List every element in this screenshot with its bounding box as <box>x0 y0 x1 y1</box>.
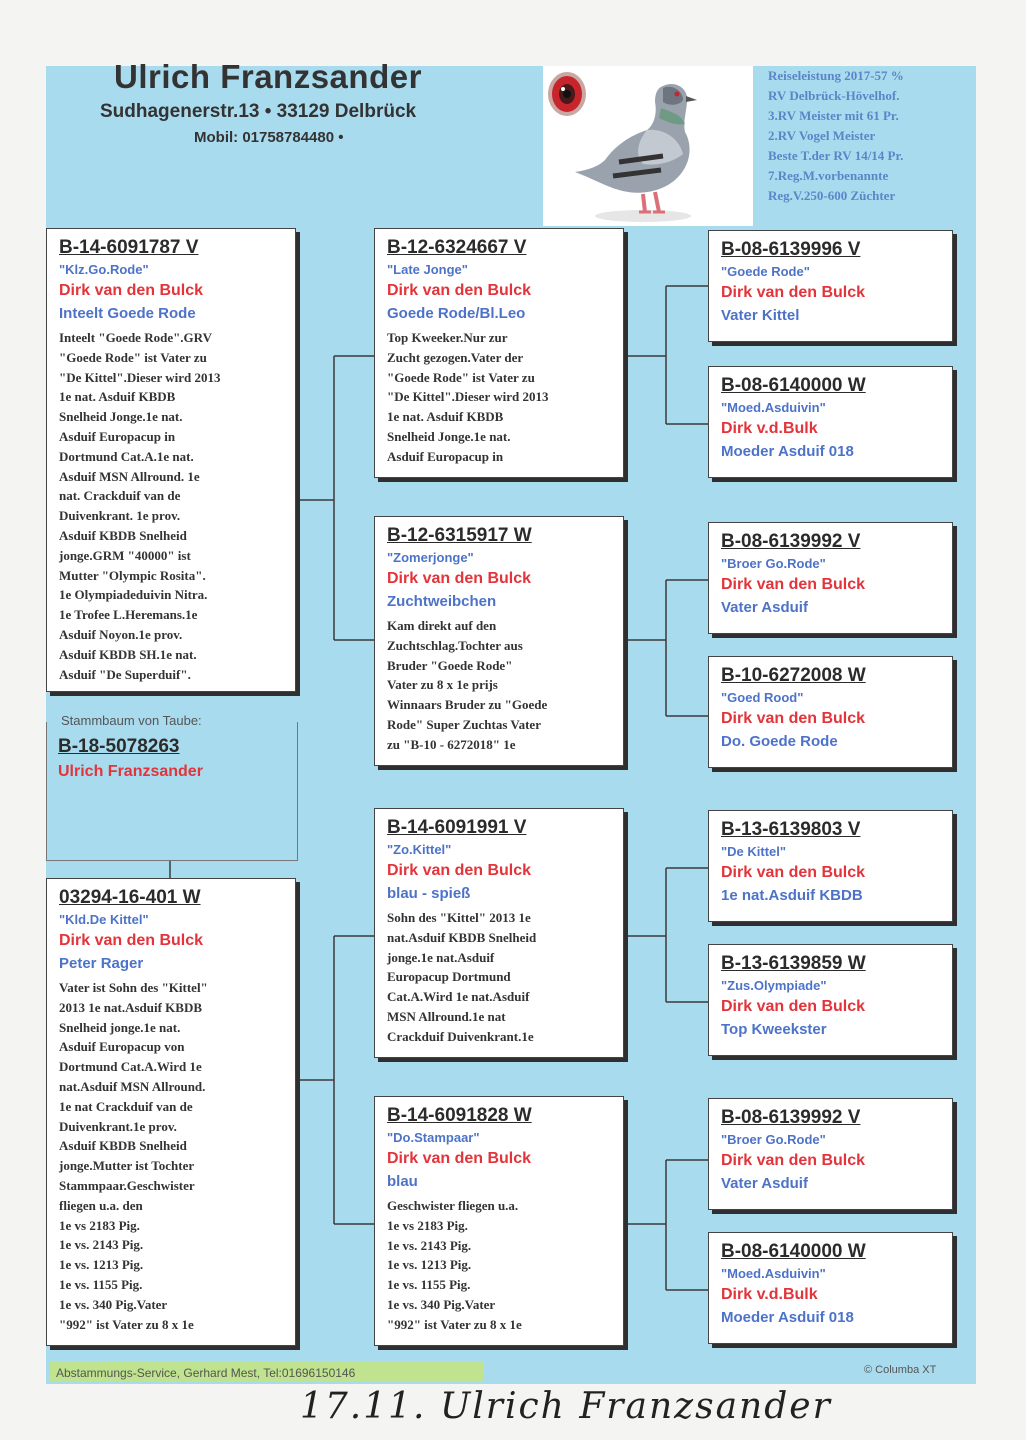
info: Moeder Asduif 018 <box>721 443 854 460</box>
nickname: "Late Jonge" <box>387 262 468 277</box>
nickname: "Kld.De Kittel" <box>59 912 149 927</box>
ring-number: B-08-6140000 W <box>721 375 866 396</box>
ring-number: B-13-6139859 W <box>721 953 866 974</box>
dam-card <box>46 878 296 1346</box>
handwritten-signature: 17.11. Ulrich Franzsander <box>300 1386 832 1427</box>
achievement-line: RV Delbrück-Hövelhof. <box>768 88 900 103</box>
breeder: Dirk van den Bulck <box>721 1152 866 1169</box>
ring-number: 03294-16-401 W <box>59 887 201 908</box>
ssd-card <box>708 366 953 478</box>
breeder-mobile: Mobil: 01758784480 • <box>194 129 344 146</box>
info: Peter Rager <box>59 955 144 972</box>
breeder: Dirk van den Bulck <box>59 282 204 299</box>
nickname: "Broer Go.Rode" <box>721 1132 826 1147</box>
nickname: "Klz.Go.Rode" <box>59 262 149 277</box>
nickname: "Goede Rode" <box>721 264 810 279</box>
info: Inteelt Goede Rode <box>59 305 196 322</box>
breeder: Dirk van den Bulck <box>387 862 532 879</box>
subject-label: Stammbaum von Taube: <box>58 713 205 728</box>
ring-number: B-14-6091991 V <box>387 817 527 838</box>
breeder: Dirk van den Bulck <box>721 864 866 881</box>
info: Moeder Asduif 018 <box>721 1309 854 1326</box>
description: Kam direkt auf den Zuchtschlag.Tochter aus Bruder "Goede Rode" Vater zu 8 x 1e prijs Winnaars Bruder zu "Goede Rode" Super Zuchtas Vater zu "B-10 - 6272018" 1e <box>387 618 548 752</box>
breeder-name: Ulrich Franzsander <box>114 58 422 95</box>
dss-card <box>708 810 953 922</box>
nickname: "Moed.Asduivin" <box>721 400 826 415</box>
nickname: "Broer Go.Rode" <box>721 556 826 571</box>
breeder: Dirk van den Bulck <box>387 282 532 299</box>
breeder: Dirk v.d.Bulk <box>721 420 818 437</box>
dam-sire-card <box>374 808 624 1058</box>
ring-number: B-12-6324667 V <box>387 237 527 258</box>
subject-ring-number: B-18-5078263 <box>58 736 180 757</box>
subject-card <box>48 730 268 790</box>
nickname: "Goed Rood" <box>721 690 804 705</box>
breeder: Dirk v.d.Bulk <box>721 1286 818 1303</box>
nickname: "Zus.Olympiade" <box>721 978 827 993</box>
info: Goede Rode/Bl.Leo <box>387 305 526 322</box>
ring-number: B-08-6140000 W <box>721 1241 866 1262</box>
info: Do. Goede Rode <box>721 733 838 750</box>
dsd-card <box>708 944 953 1056</box>
nickname: "Do.Stampaar" <box>387 1130 480 1145</box>
nickname: "Zomerjonge" <box>387 550 474 565</box>
breeder: Dirk van den Bulck <box>721 998 866 1015</box>
info: Top Kweekster <box>721 1021 827 1038</box>
footer-software: © Columba XT <box>864 1364 937 1376</box>
achievement-line: 3.RV Meister mit 61 Pr. <box>768 108 899 123</box>
dds-card <box>708 1098 953 1210</box>
breeder: Dirk van den Bulck <box>721 284 866 301</box>
sds-card <box>708 522 953 634</box>
description: Sohn des "Kittel" 2013 1e nat.Asduif KBDB Snelheid jonge.1e nat.Asduif Europacup Dortmund Cat.A.Wird 1e nat.Asduif MSN Allround.1e nat Crackduif Duivenkrant.1e <box>387 910 537 1044</box>
breeder: Dirk van den Bulck <box>387 570 532 587</box>
ring-number: B-08-6139992 V <box>721 531 861 552</box>
breeder-address: Sudhagenerstr.13 • 33129 Delbrück <box>100 101 417 122</box>
nickname: "De Kittel" <box>721 844 787 859</box>
footer-service: Abstammungs-Service, Gerhard Mest, Tel:01696150146 <box>50 1361 484 1381</box>
ring-number: B-08-6139992 V <box>721 1107 861 1128</box>
sdd-card <box>708 656 953 768</box>
breeder: Dirk van den Bulck <box>387 1150 532 1167</box>
dam-dam-card <box>374 1096 624 1346</box>
description: Top Kweeker.Nur zur Zucht gezogen.Vater der "Goede Rode" ist Vater zu "De Kittel".Dieser wird 2013 1e nat. Asduif KBDB Snelheid Jonge.1e nat. Asduif Europacup in <box>387 330 549 464</box>
info: Zuchtweibchen <box>387 593 497 610</box>
sire-card <box>46 228 296 692</box>
achievement-line: Reg.V.250-600 Züchter <box>768 188 896 203</box>
nickname: "Moed.Asduivin" <box>721 1266 826 1281</box>
achievement-line: Reiseleistung 2017-57 % <box>768 68 904 83</box>
achievement-line: 2.RV Vogel Meister <box>768 128 876 143</box>
info: 1e nat.Asduif KBDB <box>721 887 863 904</box>
info: Vater Asduif <box>721 599 808 616</box>
description: Vater ist Sohn des "Kittel" 2013 1e nat.Asduif KBDB Snelheid jonge.1e nat. Asduif Europacup von Dortmund Cat.A.Wird 1e nat.Asduif MSN Allround. 1e nat Crackduif van de Duivenkrant.1e prov. Asduif KBDB Snelheid jonge.Mutter ist Tochter Stammpaar.Geschwister fliegen u.a. den 1e vs 2183 Pig. 1e vs. 2143 Pig. 1e vs. 1213 Pig. 1e vs. 1155 Pig. 1e vs. 340 Pig.Vater "992" ist Vater zu 8 x 1e <box>59 980 208 1332</box>
breeder: Dirk van den Bulck <box>721 710 866 727</box>
breeder: Dirk van den Bulck <box>59 932 204 949</box>
ring-number: B-08-6139996 V <box>721 239 861 260</box>
ring-number: B-13-6139803 V <box>721 819 861 840</box>
ring-number: B-10-6272008 W <box>721 665 866 686</box>
description: Geschwister fliegen u.a. 1e vs 2183 Pig. 1e vs. 2143 Pig. 1e vs. 1213 Pig. 1e vs. 1155 Pig. 1e vs. 340 Pig.Vater "992" ist Vater zu 8 x 1e <box>387 1198 522 1332</box>
ddd-card <box>708 1232 953 1344</box>
achievement-line: 7.Reg.M.vorbenannte <box>768 168 889 183</box>
info: Vater Asduif <box>721 1175 808 1192</box>
info: Vater Kittel <box>721 307 800 324</box>
achievement-line: Beste T.der RV 14/14 Pr. <box>768 148 904 163</box>
nickname: "Zo.Kittel" <box>387 842 452 857</box>
ring-number: B-14-6091787 V <box>59 237 199 258</box>
ring-number: B-12-6315917 W <box>387 525 532 546</box>
ring-number: B-14-6091828 W <box>387 1105 532 1126</box>
sire-sire-card <box>374 228 624 478</box>
subject-breeder: Ulrich Franzsander <box>58 763 203 780</box>
breeder: Dirk van den Bulck <box>721 576 866 593</box>
info: blau - spieß <box>387 885 471 902</box>
sss-card <box>708 230 953 342</box>
description: Inteelt "Goede Rode".GRV "Goede Rode" ist Vater zu "De Kittel".Dieser wird 2013 1e nat. Asduif KBDB Snelheid Jonge.1e nat. Asduif Europacup in Dortmund Cat.A.1e nat. Asduif MSN Allround. 1e nat. Crackduif van de Duivenkrant. 1e prov. Asduif KBDB Snelheid jonge.GRM "40000" ist Mutter "Olympic Rosita". 1e Olympiadeduivin Nitra. 1e Trofee L.Heremans.1e Asduif Noyon.1e prov. Asduif KBDB SH.1e nat. Asduif "De Superduif". <box>59 330 221 682</box>
info: blau <box>387 1173 418 1190</box>
sire-dam-card <box>374 516 624 766</box>
